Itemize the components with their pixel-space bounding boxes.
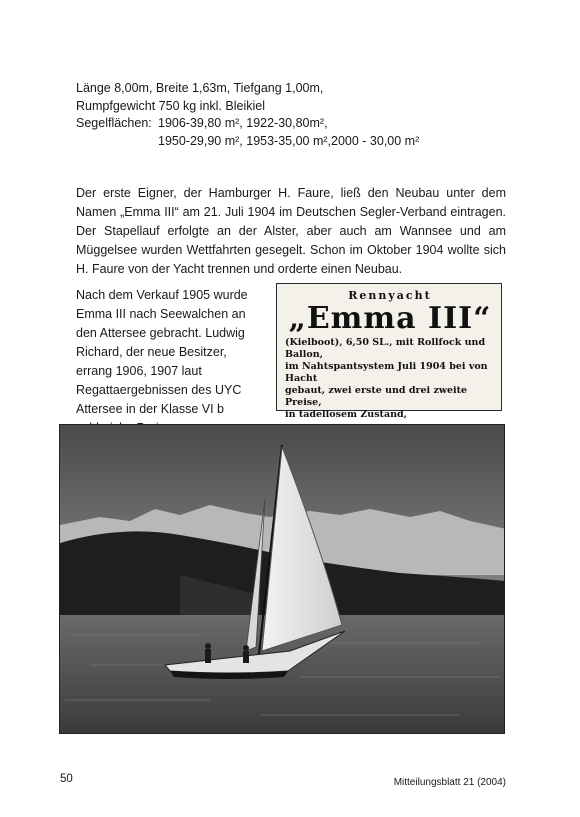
- advert-body-line: (Kielboot), 6,50 SL., mit Rollfock und Ballon,: [285, 337, 486, 360]
- sail-area-values-2: 1950-29,90 m², 1953-35,00 m²,2000 - 30,00 m²: [158, 133, 420, 148]
- advert-yacht-name: „Emma III“: [288, 301, 492, 336]
- advert-body: [285, 337, 495, 421]
- sail-area-values-1: 1906-39,80 m², 1922-30,80m²,: [158, 116, 328, 130]
- advert-body-line: in tadellosem Zustand,: [285, 409, 407, 420]
- spec-dimensions: Länge 8,00m, Breite 1,63m, Tiefgang 1,00m,: [76, 81, 324, 95]
- crew-member: [243, 651, 249, 663]
- history-paragraph-2: Nach dem Verkauf 1905 wurde Emma III nach Seewalchen an den Attersee gebracht. Ludwig Richard, der neue Besitzer, errang 1906, 1907 laut Regattaergebnissen des UYC Attersee in der Klasse VI b: [76, 288, 248, 416]
- specifications-block: [76, 80, 419, 150]
- crew-member: [205, 649, 211, 663]
- newspaper-advert: [276, 283, 502, 420]
- publication-footer: Mitteilungsblatt 21 (2004): [393, 777, 506, 788]
- advert-kicker: Rennyacht: [348, 289, 432, 302]
- spec-sail-row1: [76, 115, 419, 133]
- history-paragraph-1: Der erste Eigner, der Hamburger H. Faure, ließ den Neubau unter dem Namen „Emma III“ am 21. Juli 1904 im Deutschen Segler-Verband eintragen. Der Stapellauf erfolgte an der Alster, aber auch am Wannsee und am Müggelsee wurden Wettfahrten gesegelt. Schon im Oktober 1904 wollte sich H. Faure von der Yacht trennen und orderte einen Neubau.: [76, 186, 506, 276]
- sailboat-photo: [59, 424, 505, 734]
- sailboat-photo-drawing: [60, 425, 505, 734]
- spec-sail-row2: [76, 133, 419, 151]
- page-number: 50: [60, 773, 73, 785]
- advert-body-line: gebaut, zwei erste und drei zweite Preise,: [285, 385, 468, 408]
- advert-body-line: im Nahtspantsystem Juli 1904 bei von Hacht: [285, 361, 488, 384]
- sail-area-label: Segelflächen:: [76, 116, 152, 130]
- spec-weight: Rumpfgewicht 750 kg inkl. Bleikiel: [76, 98, 265, 113]
